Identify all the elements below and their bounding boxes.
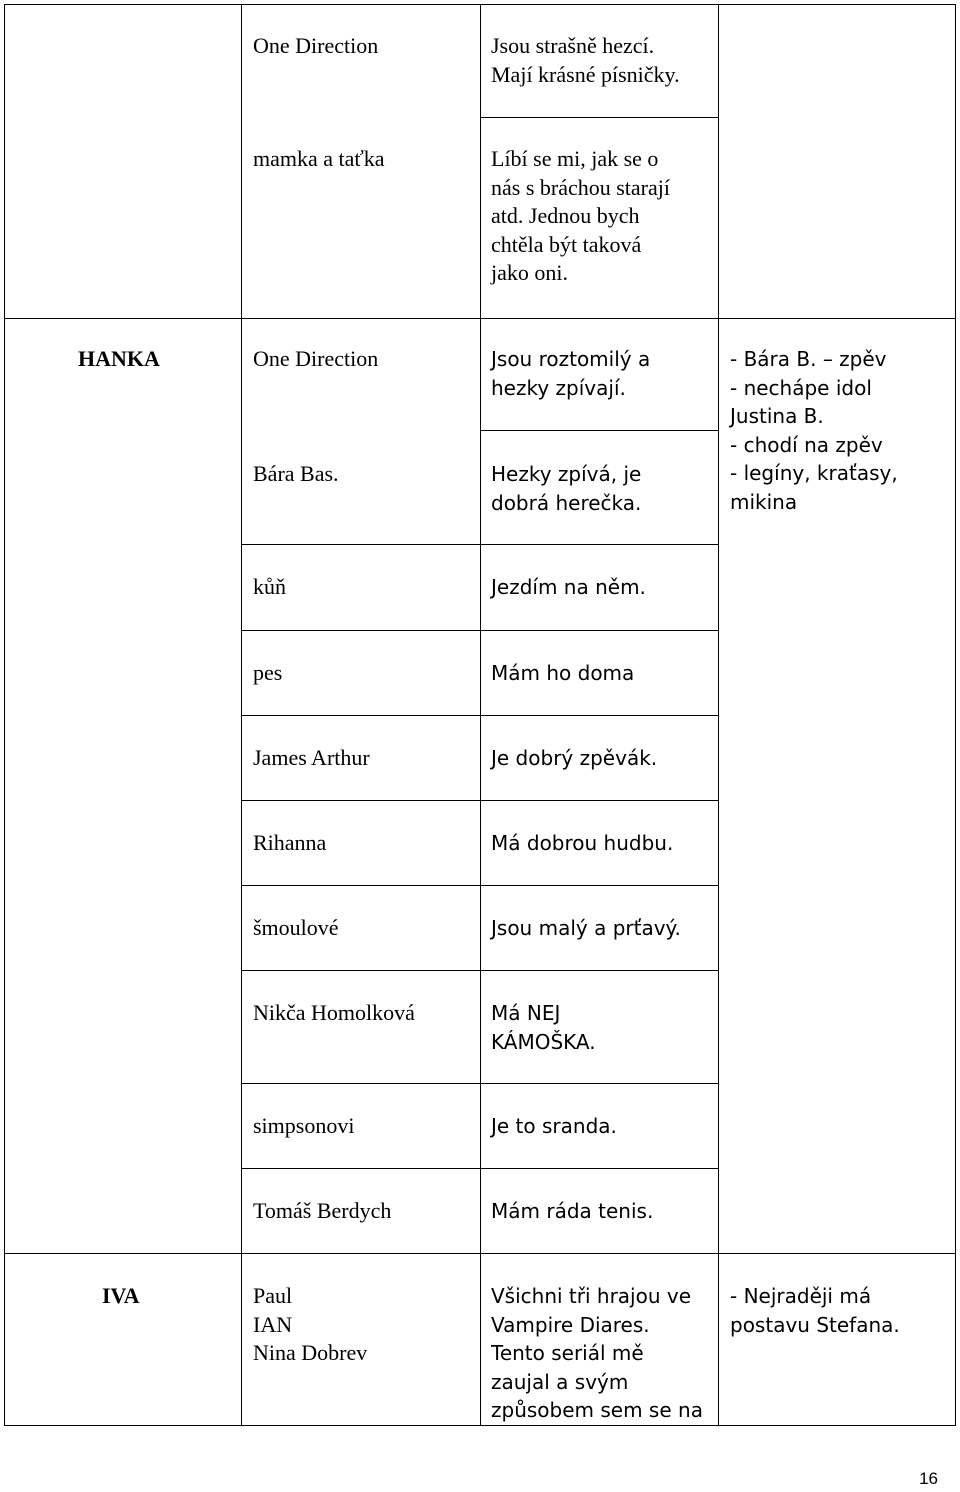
cell-item: kůň [253, 574, 286, 599]
row-divider [241, 1083, 719, 1084]
cell-reason: Jsou roztomilý a hezky zpívají. [491, 347, 651, 400]
row-divider [241, 885, 719, 886]
row-divider [241, 970, 719, 971]
cell-item: Paul IAN Nina Dobrev [253, 1283, 368, 1366]
row-divider [480, 430, 719, 431]
cell-item: One Direction [253, 33, 379, 58]
cell-reason: Je to sranda. [491, 1114, 617, 1138]
cell-name: HANKA [78, 346, 160, 371]
cell-reason: Je dobrý zpěvák. [491, 746, 658, 770]
row-divider [241, 630, 719, 631]
cell-reason: Mám ho doma [491, 661, 635, 685]
cell-reason: Jezdím na něm. [491, 575, 646, 599]
cell-item: Bára Bas. [253, 461, 339, 486]
cell-reason: Všichni tři hrajou ve Vampire Diares. Tento seriál mě zaujal a svým způsobem sem se na [491, 1284, 703, 1423]
group-divider-hanka [4, 318, 956, 319]
cell-item: Rihanna [253, 830, 327, 855]
cell-note: - Nejraději má postavu Stefana. [730, 1284, 900, 1337]
group-divider-iva [4, 1253, 956, 1254]
row-divider [241, 715, 719, 716]
cell-reason: Hezky zpívá, je dobrá herečka. [491, 462, 642, 515]
cell-note: - Bára B. – zpěv - nechápe idol Justina B. - chodí na zpěv - legíny, kraťasy, mikina [730, 347, 898, 514]
cell-item: mamka a taťka [253, 146, 385, 171]
page-number: 16 [919, 1469, 938, 1488]
row-divider [241, 1168, 719, 1169]
cell-reason: Jsou malý a prťavý. [491, 916, 681, 940]
cell-item: Nikča Homolková [253, 1000, 415, 1025]
table-border-top [4, 4, 956, 5]
table-border-left [4, 4, 5, 1426]
cell-name: IVA [102, 1283, 140, 1308]
row-divider [480, 117, 719, 118]
cell-reason: Má dobrou hudbu. [491, 831, 674, 855]
cell-item: One Direction [253, 346, 379, 371]
row-divider [241, 544, 719, 545]
cell-item: pes [253, 660, 283, 685]
cell-item: James Arthur [253, 745, 370, 770]
cell-reason: Jsou strašně hezcí. Mají krásné písničky. [491, 33, 680, 87]
cell-reason: Líbí se mi, jak se o nás s bráchou starají atd. Jednou bych chtěla být taková jako oni. [491, 146, 670, 286]
table-border-right [955, 4, 956, 1426]
row-divider [241, 800, 719, 801]
cell-item: Tomáš Berdych [253, 1198, 392, 1223]
cell-reason: Mám ráda tenis. [491, 1199, 654, 1223]
cell-item: simpsonovi [253, 1113, 355, 1138]
cell-reason: Má NEJ KÁMOŠKA. [491, 1001, 596, 1054]
table-border-bottom [4, 1425, 956, 1426]
cell-item: šmoulové [253, 915, 339, 940]
